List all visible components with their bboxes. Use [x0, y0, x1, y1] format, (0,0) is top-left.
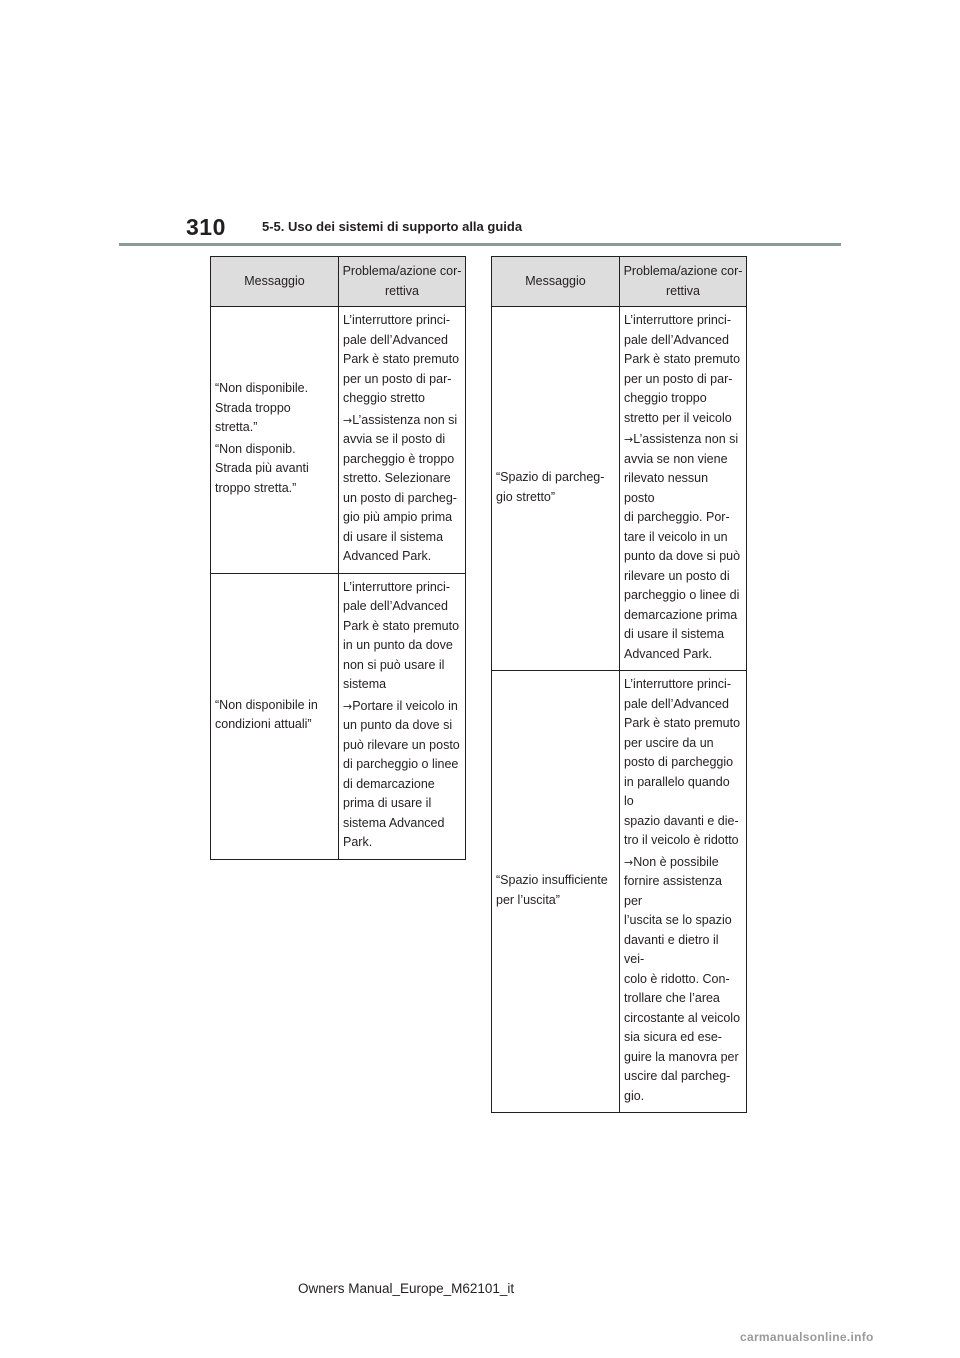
- message-text: “Non disponibile in condizioni attuali”: [215, 697, 318, 731]
- message-cell: [211, 573, 339, 859]
- problem-text: L’interruttore princi- pale dell’Advanced Park è stato premuto per un posto di par- cheggio troppo stretto per il veicolo: [624, 313, 741, 425]
- column-header-message: Messaggio: [211, 257, 339, 307]
- message-cell: [492, 671, 620, 1113]
- action-cell: [620, 671, 747, 1113]
- problem-text: L’interruttore princi- pale dell’Advanced Park è stato premuto per uscire da un posto di parcheggio in parallelo quando lo spazio davanti e die- tro il veicolo è ridotto: [624, 677, 741, 847]
- page-number: 310: [186, 214, 226, 240]
- header-rule: [119, 243, 841, 246]
- table-row: [211, 307, 466, 574]
- action-text: L’assistenza non si avvia se non viene rilevato nessun posto di parcheggio. Por- tare il veicolo in un punto da dove si può rilevare un posto di parcheggio o linee di demarcazione prima di usare il sistema Advanced Park.: [624, 432, 741, 661]
- table-header-row: [492, 257, 747, 307]
- action-cell: [339, 573, 466, 859]
- message-table-left: [210, 256, 466, 860]
- action-text: L’assistenza non si avvia se il posto di parcheggio è troppo stretto. Selezionare un posto di parcheg- gio più ampio prima di usare il sistema Advanced Park.: [343, 412, 458, 563]
- message-cell: [211, 307, 339, 574]
- action-paragraph: [343, 411, 461, 567]
- footer-manual-id: Owners Manual_Europe_M62101_it: [298, 1281, 515, 1296]
- action-paragraph: [343, 697, 461, 853]
- arrow-icon: →: [343, 413, 353, 427]
- table-row: [492, 671, 747, 1113]
- table-header-row: [211, 257, 466, 307]
- column-header-action: Problema/azione cor- rettiva: [620, 257, 747, 307]
- arrow-icon: →: [343, 699, 353, 713]
- table-row: [492, 307, 747, 671]
- message-table-right: [491, 256, 747, 1113]
- problem-text: L’interruttore princi- pale dell’Advanced Park è stato premuto in un punto da dove non si può usare il sistema: [343, 579, 460, 691]
- message-text: “Non disponibile. Strada troppo stretta.”: [215, 381, 309, 435]
- message-text: “Spazio di parcheg- gio stretto”: [496, 470, 605, 504]
- message-text: “Non disponib. Strada più avanti troppo stretta.”: [215, 441, 309, 495]
- section-title: 5-5. Uso dei sistemi di supporto alla guida: [262, 219, 523, 234]
- arrow-icon: →: [624, 433, 634, 446]
- action-cell: [620, 307, 747, 671]
- column-header-action: Problema/azione cor- rettiva: [339, 257, 466, 307]
- action-paragraph: [624, 430, 742, 664]
- table-row: [211, 573, 466, 859]
- message-text: “Spazio insufficiente per l’uscita”: [496, 873, 608, 907]
- action-text: Portare il veicolo in un punto da dove si può rilevare un posto di parcheggio o linee di demarcazione prima di usare il sistema Advanced Park.: [343, 698, 460, 849]
- action-paragraph: [624, 853, 742, 1107]
- arrow-icon: →: [624, 855, 634, 869]
- problem-text: L’interruttore princi- pale dell’Advanced Park è stato premuto per un posto di par- cheggio stretto: [343, 313, 460, 405]
- action-cell: [339, 307, 466, 574]
- watermark-link[interactable]: carmanualsonline.info: [740, 1330, 874, 1344]
- action-text: Non è possibile fornire assistenza per l’uscita se lo spazio davanti e dietro il vei- colo è ridotto. Con- trollare che l’area circostante al veicolo sia sicura ed ese- guire la manovra per uscire dal parcheg- gio.: [624, 854, 741, 1103]
- column-header-message: Messaggio: [492, 257, 620, 307]
- message-cell: [492, 307, 620, 671]
